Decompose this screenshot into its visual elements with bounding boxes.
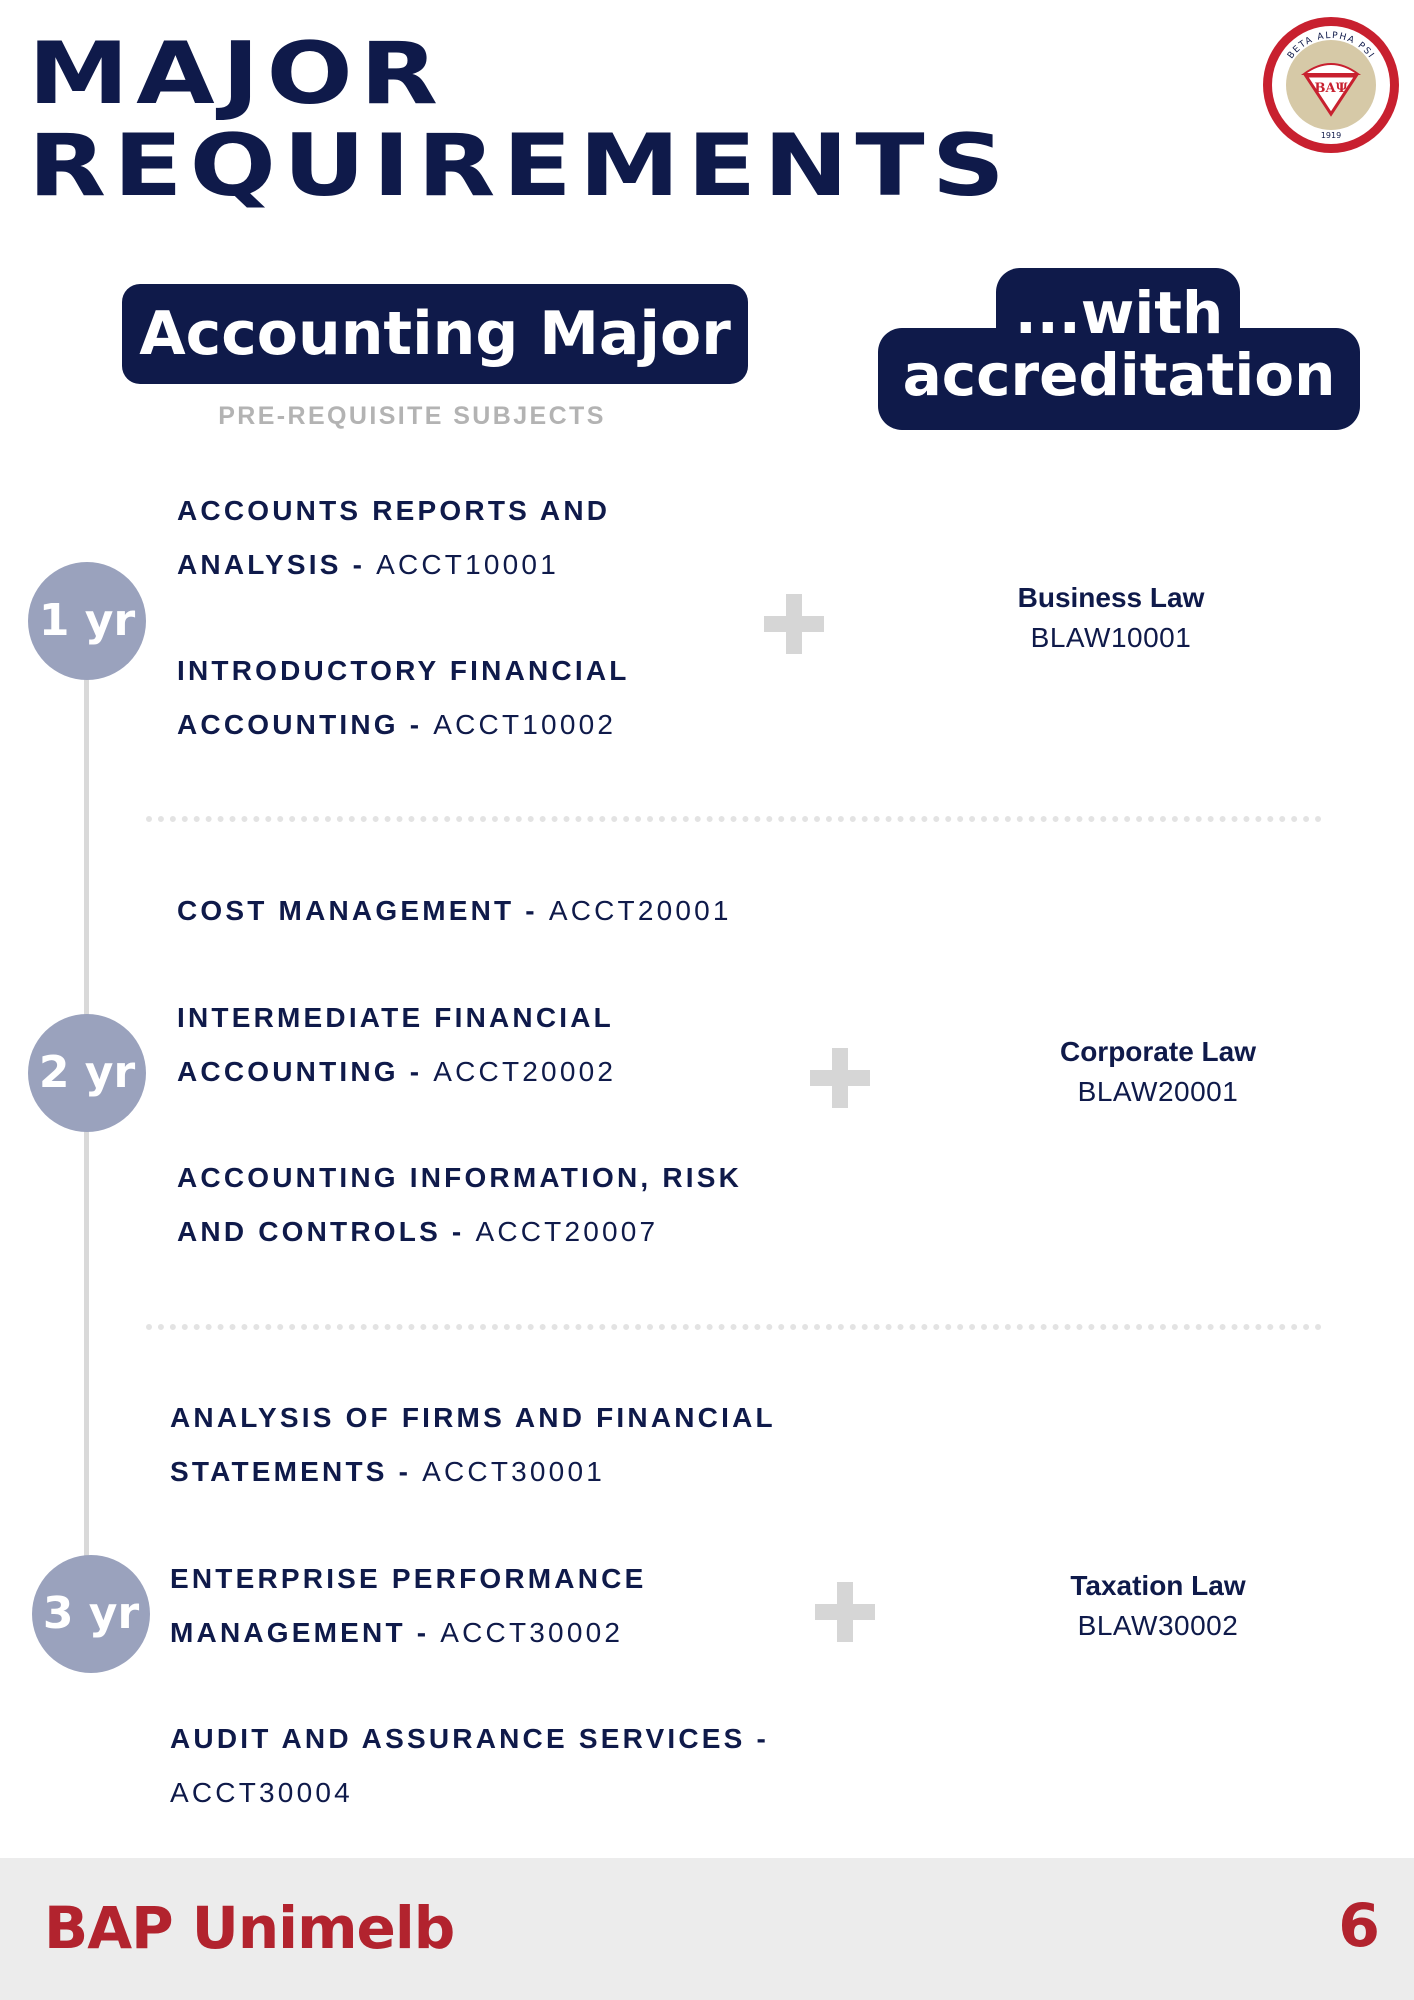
year-divider <box>146 1324 1322 1330</box>
year-2-badge: 2 yr <box>28 1014 146 1132</box>
subject-name: INTERMEDIATE FINANCIAL <box>177 1002 614 1033</box>
subject-name: COST MANAGEMENT <box>177 895 515 926</box>
subject-name: ANALYSIS OF FIRMS AND FINANCIAL <box>170 1402 776 1433</box>
accreditation-line: ...with <box>1014 279 1224 347</box>
plus-icon <box>815 1582 875 1642</box>
subject-name: ACCOUNTING INFORMATION, RISK <box>177 1162 743 1193</box>
subject-name: ENTERPRISE PERFORMANCE <box>170 1563 647 1594</box>
subject-acct20007 <box>177 1151 857 1259</box>
seal-letters: BAΨ <box>1314 81 1348 96</box>
law-taxation <box>998 1566 1318 1646</box>
subject-acct20001 <box>177 884 857 938</box>
subject-name: ANALYSIS <box>177 549 342 580</box>
subject-code: ACCT10002 <box>433 709 617 740</box>
law-business <box>951 578 1271 658</box>
plus-icon <box>810 1048 870 1108</box>
page-title <box>28 24 1012 216</box>
subject-separator: - <box>398 709 434 740</box>
subject-acct20002 <box>177 991 857 1099</box>
subject-name: AND CONTROLS <box>177 1216 441 1247</box>
subject-code: ACCT20007 <box>475 1216 659 1247</box>
subject-separator: - <box>398 1056 434 1087</box>
subject-acct10002 <box>177 644 857 752</box>
law-code: BLAW20001 <box>1077 1076 1239 1107</box>
subject-code: ACCT20002 <box>433 1056 617 1087</box>
subject-code: ACCT30004 <box>170 1777 353 1808</box>
subject-name: STATEMENTS <box>170 1456 388 1487</box>
seal-year: 1919 <box>1320 131 1342 140</box>
page-number: 6 <box>1338 1891 1380 1961</box>
law-code: BLAW10001 <box>1030 622 1192 653</box>
prerequisite-caption: PRE-REQUISITE SUBJECTS <box>218 402 606 430</box>
subject-name: INTRODUCTORY FINANCIAL <box>177 655 630 686</box>
subject-separator: - <box>745 1723 770 1754</box>
accreditation-header <box>878 279 1360 409</box>
subject-name: ACCOUNTING <box>177 709 399 740</box>
subject-code: ACCT30001 <box>422 1456 605 1487</box>
subject-name: ACCOUNTING <box>177 1056 399 1087</box>
accounting-major-header: Accounting Major <box>122 284 748 384</box>
subject-separator: - <box>341 549 377 580</box>
subject-separator: - <box>405 1617 441 1648</box>
year-1-badge: 1 yr <box>28 562 146 680</box>
seal-ring-text: BETA ALPHA PSI <box>1286 30 1377 62</box>
subject-acct30002 <box>170 1552 850 1660</box>
subject-code: ACCT20001 <box>548 895 732 926</box>
law-name: Business Law <box>1017 582 1205 613</box>
subject-acct30001 <box>170 1391 850 1499</box>
subject-name: ACCOUNTS REPORTS AND <box>177 495 611 526</box>
subject-separator: - <box>440 1216 476 1247</box>
subject-separator: - <box>514 895 549 926</box>
footer-brand: BAP Unimelb <box>44 1894 455 1962</box>
subject-acct30004 <box>170 1712 850 1820</box>
accreditation-line: accreditation <box>902 341 1336 409</box>
title-line: REQUIREMENTS <box>28 116 1012 216</box>
title-line: MAJOR <box>28 24 446 124</box>
beta-alpha-psi-seal-icon <box>1260 14 1402 156</box>
subject-name: MANAGEMENT <box>170 1617 406 1648</box>
year-divider <box>146 816 1322 822</box>
law-code: BLAW30002 <box>1077 1610 1239 1641</box>
law-corporate <box>998 1032 1318 1112</box>
subject-acct10001 <box>177 484 857 592</box>
law-name: Corporate Law <box>1059 1036 1257 1067</box>
year-3-badge: 3 yr <box>32 1555 150 1673</box>
law-name: Taxation Law <box>1070 1570 1246 1601</box>
subject-name: AUDIT AND ASSURANCE SERVICES <box>170 1723 746 1754</box>
subject-code: ACCT10001 <box>376 549 559 580</box>
subject-separator: - <box>387 1456 423 1487</box>
plus-icon <box>764 594 824 654</box>
subject-code: ACCT30002 <box>440 1617 624 1648</box>
